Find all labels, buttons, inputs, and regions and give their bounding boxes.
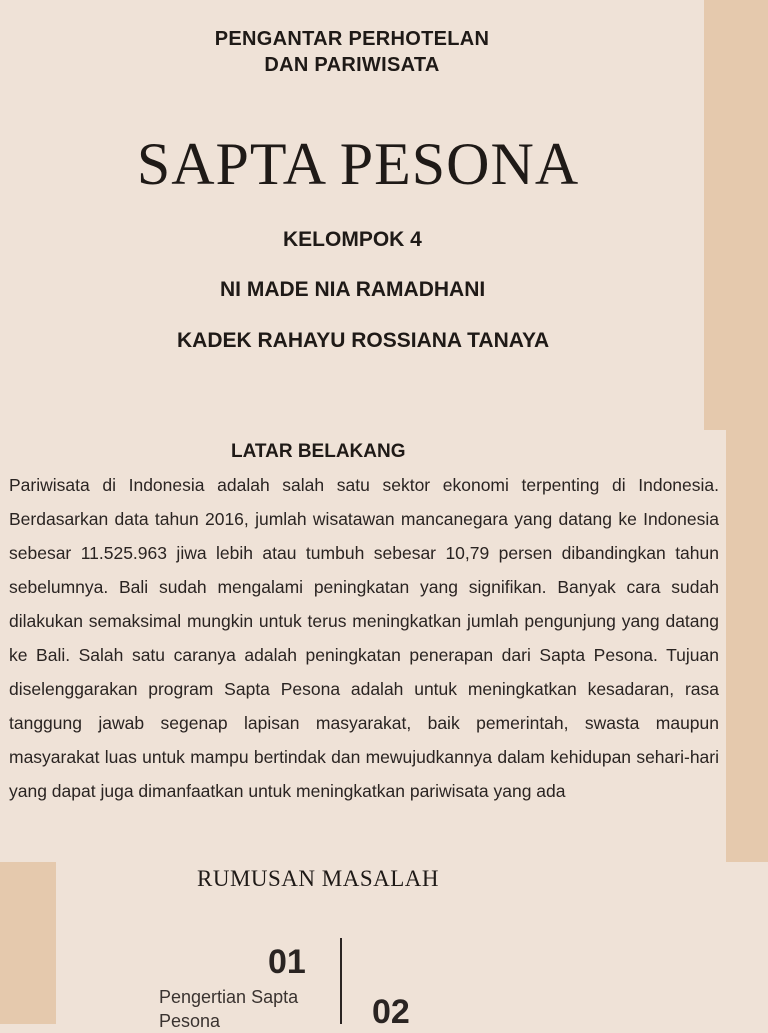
page-title: SAPTA PESONA: [136, 131, 580, 197]
member-name: KADEK RAHAYU ROSSIANA TANAYA: [177, 329, 550, 352]
item-number: 02: [372, 993, 410, 1031]
course-subject: [150, 26, 554, 78]
background-paragraph: Pariwisata di Indonesia adalah salah satu sektor ekonomi terpenting di Indonesia. Berdasarkan data tahun 2016, jumlah wisatawan mancanegara yang datang ke Indonesia sebesar 11.525.963 jiwa lebih atau tumbuh sebesar 10,79 persen dibandingkan tahun sebelumnya. Bali sudah mengalami peningkatan yang signifikan. Banyak cara sudah dilakukan semaksimal mungkin untuk terus meningkatkan jumlah pengunjung yang datang ke Bali. Salah satu caranya adalah peningkatan penerapan dari Sapta Pesona. Tujuan diselenggarakan program Sapta Pesona adalah untuk meningkatkan kesadaran, rasa tanggung jawab segenap lapisan masyarakat, baik pemerintah, swasta maupun masyarakat luas untuk mampu bertindak dan mewujudkannya dalam kehidupan sehari-hari yang dapat juga dimanfaatkan untuk meningkatkan pariwisata yang ada: [9, 475, 719, 801]
course-subject-line1: PENGANTAR PERHOTELAN: [214, 28, 490, 50]
member-name: NI MADE NIA RAMADHANI: [220, 278, 486, 301]
course-subject-line2: DAN PARIWISATA: [264, 54, 440, 76]
problem-statement-heading: RUMUSAN MASALAH: [197, 866, 440, 891]
item-label: Pengertian Sapta Pesona: [159, 987, 299, 1031]
group-name: KELOMPOK 4: [283, 228, 422, 251]
decorative-block-left-bottom: [0, 862, 56, 1024]
decorative-block-right-top: [704, 0, 768, 430]
item-number: 01: [268, 943, 306, 981]
background-heading: LATAR BELAKANG: [231, 441, 406, 462]
timeline-divider: [340, 938, 342, 1024]
decorative-block-right-middle: [726, 430, 768, 862]
